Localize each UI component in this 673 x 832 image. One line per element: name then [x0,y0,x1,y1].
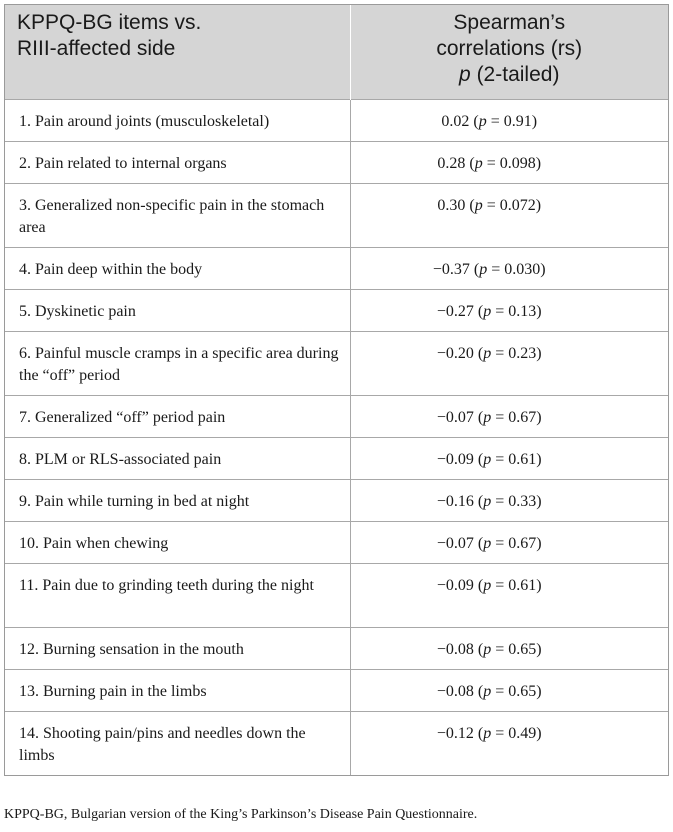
correlation-value: −0.27 (p = 0.13) [350,289,668,331]
table-row [5,99,668,141]
rs-value: −0.08 [436,640,474,658]
p-symbol: p [483,534,492,552]
correlation-value: −0.08 (p = 0.65) [350,669,668,711]
table-header-row [5,5,668,99]
p-value: 0.13 [508,302,537,320]
correlation-value: −0.09 (p = 0.61) [350,437,668,479]
rs-value: −0.09 [436,450,474,468]
equals-sign: = [491,640,509,658]
equals-sign: = [482,154,500,172]
kppq-item-label: 13. Burning pain in the limbs [5,669,350,711]
correlation-value: 0.02 (p = 0.91) [350,99,668,141]
header-col2-line2: correlations (rs) [436,37,583,60]
header-spearman [350,5,668,99]
p-symbol: p [483,344,492,362]
p-symbol: p [474,196,483,214]
p-value: 0.67 [508,408,537,426]
header-col1-line2: RIII-affected side [17,37,176,60]
rs-value: 0.02 [441,112,470,130]
table-row [5,183,668,247]
correlation-value: 0.28 (p = 0.098) [350,141,668,183]
rs-value: −0.37 [432,260,470,278]
table-footnote: KPPQ-BG, Bulgarian version of the King’s Parkinson’s Disease Pain Questionnaire. [4,807,478,822]
p-symbol: p [483,408,492,426]
correlation-value: −0.37 (p = 0.030) [350,247,668,289]
equals-sign: = [491,534,509,552]
p-symbol: p [483,724,492,742]
table-row [5,141,668,183]
equals-sign: = [491,576,509,594]
kppq-item-label: 12. Burning sensation in the mouth [5,627,350,669]
kppq-item-label: 9. Pain while turning in bed at night [5,479,350,521]
table-row [5,289,668,331]
kppq-item-label: 10. Pain when chewing [5,521,350,563]
kppq-item-label: 4. Pain deep within the body [5,247,350,289]
correlation-value: −0.12 (p = 0.49) [350,711,668,775]
correlation-value: −0.07 (p = 0.67) [350,395,668,437]
table-row [5,563,668,627]
p-symbol: p [483,682,492,700]
equals-sign: = [491,724,509,742]
p-value: 0.65 [508,682,537,700]
rs-value: −0.27 [436,302,474,320]
p-symbol: p [474,154,483,172]
table-row [5,395,668,437]
rs-value: −0.09 [436,576,474,594]
table-row [5,247,668,289]
correlation-value: −0.20 (p = 0.23) [350,331,668,395]
equals-sign: = [491,408,509,426]
rs-value: −0.12 [436,724,474,742]
correlation-value: −0.08 (p = 0.65) [350,627,668,669]
p-value: 0.91 [503,112,532,130]
p-value: 0.23 [508,344,537,362]
p-value: 0.072 [499,196,536,214]
p-symbol: p [483,450,492,468]
equals-sign: = [491,302,509,320]
correlation-table [5,5,668,775]
equals-sign: = [486,112,504,130]
rs-value: −0.16 [436,492,474,510]
table-row [5,437,668,479]
kppq-item-label: 11. Pain due to grinding teeth during the night [5,563,350,627]
table-row [5,669,668,711]
table-row [5,331,668,395]
header-p-symbol: p [459,63,471,86]
p-symbol: p [483,640,492,658]
p-value: 0.098 [499,154,536,172]
header-col2-line3 [363,62,657,88]
rs-value: 0.30 [437,196,466,214]
rs-value: −0.07 [436,534,474,552]
equals-sign: = [491,682,509,700]
p-value: 0.030 [504,260,541,278]
table-body [5,99,668,775]
rs-value: −0.07 [436,408,474,426]
kppq-item-label: 3. Generalized non-specific pain in the stomach area [5,183,350,247]
table-row [5,711,668,775]
rs-value: −0.20 [436,344,474,362]
correlation-value: −0.16 (p = 0.33) [350,479,668,521]
table-row [5,627,668,669]
p-value: 0.61 [508,576,537,594]
kppq-item-label: 1. Pain around joints (musculoskeletal) [5,99,350,141]
equals-sign: = [491,450,509,468]
correlation-table-container [4,4,669,776]
header-col2-line1: Spearman’s [453,11,566,34]
kppq-item-label: 14. Shooting pain/pins and needles down the limbs [5,711,350,775]
p-value: 0.67 [508,534,537,552]
table-row [5,479,668,521]
header-col1-line1: KPPQ-BG items vs. [17,11,202,34]
kppq-item-label: 6. Painful muscle cramps in a specific area during the “off” period [5,331,350,395]
equals-sign: = [491,344,509,362]
table-row [5,521,668,563]
rs-value: −0.08 [436,682,474,700]
correlation-value: 0.30 (p = 0.072) [350,183,668,247]
p-symbol: p [483,492,492,510]
p-value: 0.33 [508,492,537,510]
p-value: 0.65 [508,640,537,658]
header-two-tailed: (2-tailed) [470,63,560,86]
correlation-value: −0.07 (p = 0.67) [350,521,668,563]
p-symbol: p [478,112,487,130]
kppq-item-label: 7. Generalized “off” period pain [5,395,350,437]
equals-sign: = [491,492,509,510]
rs-value: 0.28 [437,154,466,172]
kppq-item-label: 2. Pain related to internal organs [5,141,350,183]
p-symbol: p [483,302,492,320]
header-kppq-items [5,5,350,99]
kppq-item-label: 8. PLM or RLS-associated pain [5,437,350,479]
p-symbol: p [483,576,492,594]
p-value: 0.49 [508,724,537,742]
kppq-item-label: 5. Dyskinetic pain [5,289,350,331]
correlation-value: −0.09 (p = 0.61) [350,563,668,627]
equals-sign: = [482,196,500,214]
equals-sign: = [487,260,505,278]
p-value: 0.61 [508,450,537,468]
p-symbol: p [479,260,488,278]
